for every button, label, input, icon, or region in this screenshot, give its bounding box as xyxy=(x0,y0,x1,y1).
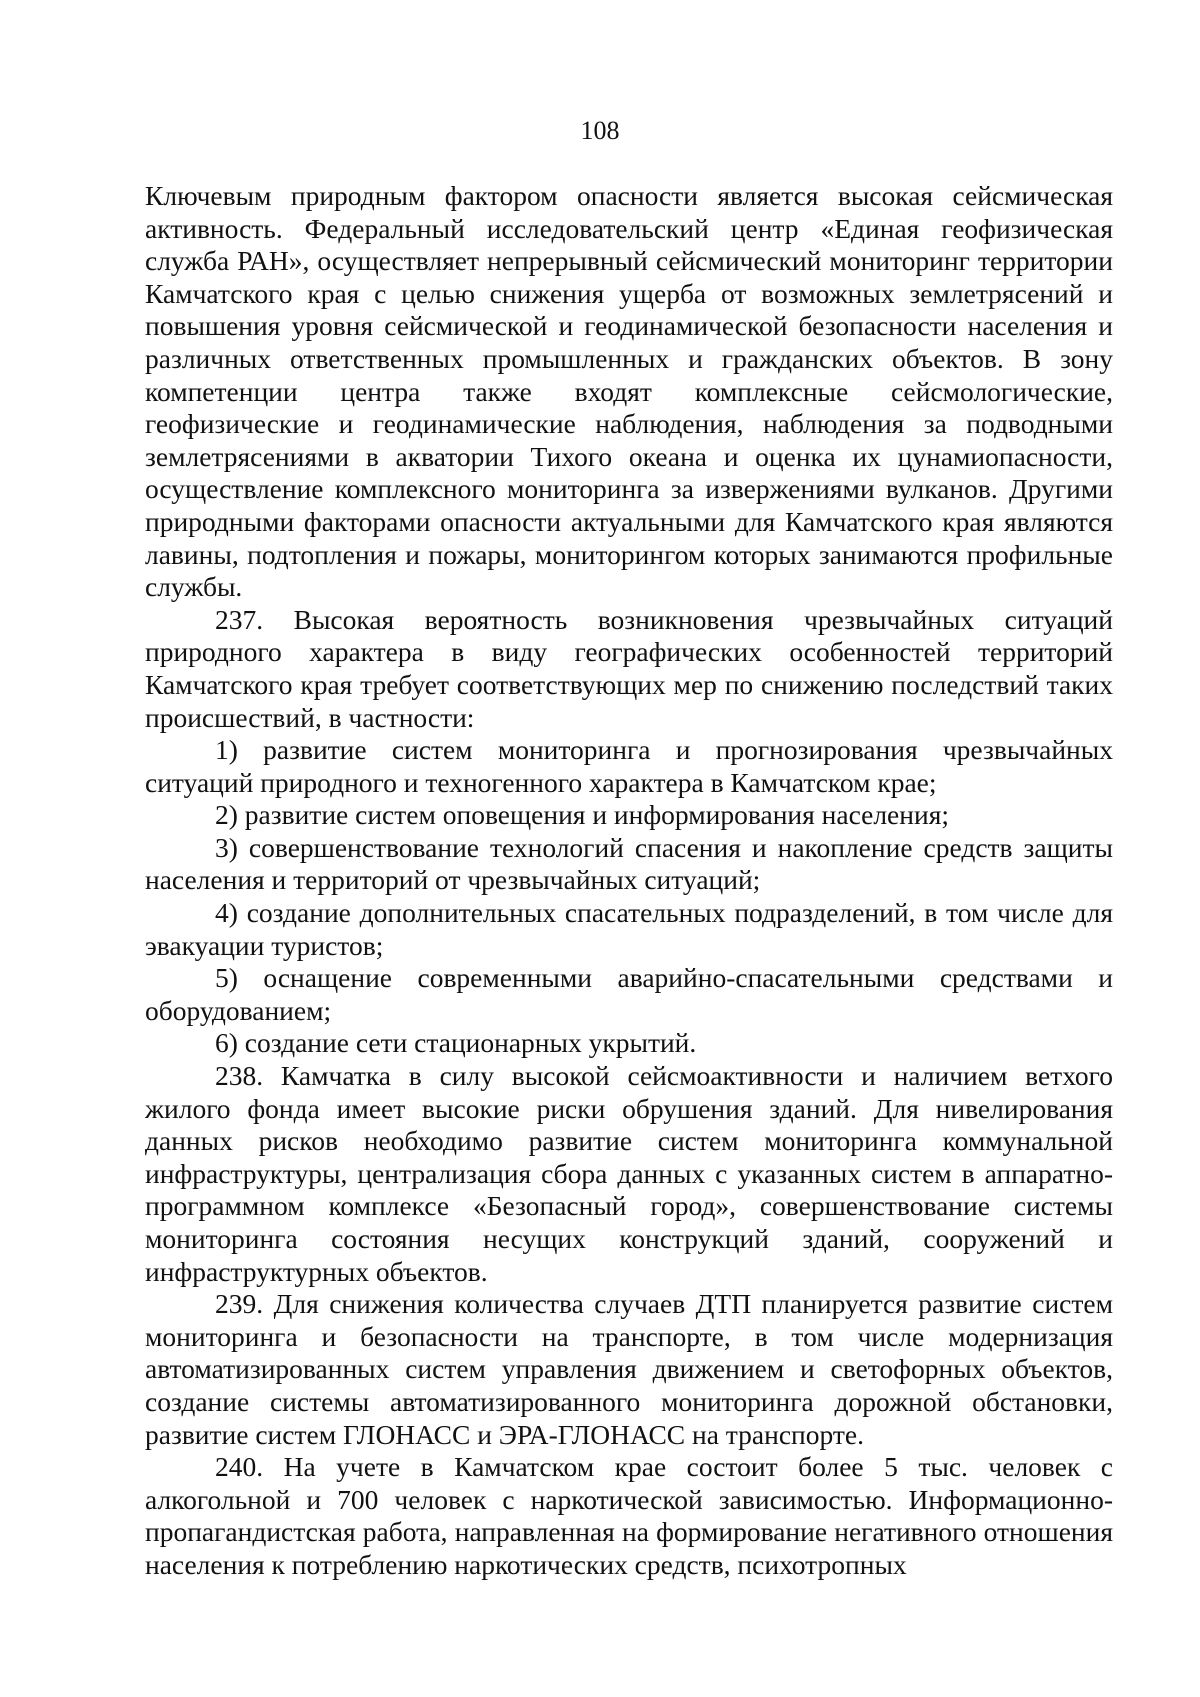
list-item-237-3: 3) совершенствование технологий спасения и накопление средств защиты населения и территорий от чрезвычайных ситуаций; xyxy=(145,831,1113,896)
paragraph-238: 238. Камчатка в силу высокой сейсмоактивности и наличием ветхого жилого фонда имеет высокие риски обрушения зданий. Для нивелирования данных рисков необходимо развитие систем мониторинга коммунальной инфраструктуры, централизация сбора данных с указанных систем в аппаратно-программном комплексе «Безопасный город», совершенствование системы мониторинга состояния несущих конструкций зданий, сооружений и инфраструктурных объектов. xyxy=(145,1060,1113,1287)
paragraph-240: 240. На учете в Камчатском крае состоит более 5 тыс. человек с алкогольной и 700 человек с наркотической зависимостью. Информационно-пропагандистская работа, направленная на формирование негативного отношения населения к потреблению наркотических средств, психотропных xyxy=(145,1451,1113,1580)
list-item-237-4: 4) создание дополнительных спасательных подразделений, в том числе для эвакуации туристов; xyxy=(145,897,1113,961)
list-item-237-2: 2) развитие систем оповещения и информирования населения; xyxy=(215,799,949,831)
list-item-237-1: 1) развитие систем мониторинга и прогнозирования чрезвычайных ситуаций природного и техногенного характера в Камчатском крае; xyxy=(145,734,1113,798)
paragraph-239: 239. Для снижения количества случаев ДТП планируется развитие систем мониторинга и безопасности на транспорте, в том числе модернизация автоматизированных систем управления движением и светофорных объектов, создание системы автоматизированного мониторинга дорожной обстановки, развитие систем ГЛОНАСС и ЭРА-ГЛОНАСС на транспорте. xyxy=(145,1288,1113,1450)
page-number: 108 xyxy=(580,116,620,145)
paragraph-intro: Ключевым природным фактором опасности является высокая сейсмическая активность. Федеральный исследовательский центр «Единая геофизическая служба РАН», осуществляет непрерывный сейсмический мониторинг территории Камчатского края с целью снижения ущерба от возможных землетрясений и повышения уровня сейсмической и геодинамической безопасности населения и различных ответственных промышленных и гражданских объектов. В зону компетенции центра также входят комплексные сейсмологические, геофизические и геодинамические наблюдения, наблюдения за подводными землетрясениями в акватории Тихого океана и оценка их цунамиопасности, осуществление комплексного мониторинга за извержениями вулканов. Другими природными факторами опасности актуальными для Камчатского края являются лавины, подтопления и пожары, мониторингом которых занимаются профильные службы. xyxy=(145,180,1113,603)
paragraph-237: 237. Высокая вероятность возникновения чрезвычайных ситуаций природного характера в виду географических особенностей территорий Камчатского края требует соответствующих мер по снижению последствий таких происшествий, в частности: xyxy=(145,603,1113,733)
document-body xyxy=(145,180,1113,1582)
list-item-237-6: 6) создание сети стационарных укрытий. xyxy=(215,1027,697,1059)
list-item-237-5: 5) оснащение современными аварийно-спасательными средствами и оборудованием; xyxy=(145,962,1113,1026)
